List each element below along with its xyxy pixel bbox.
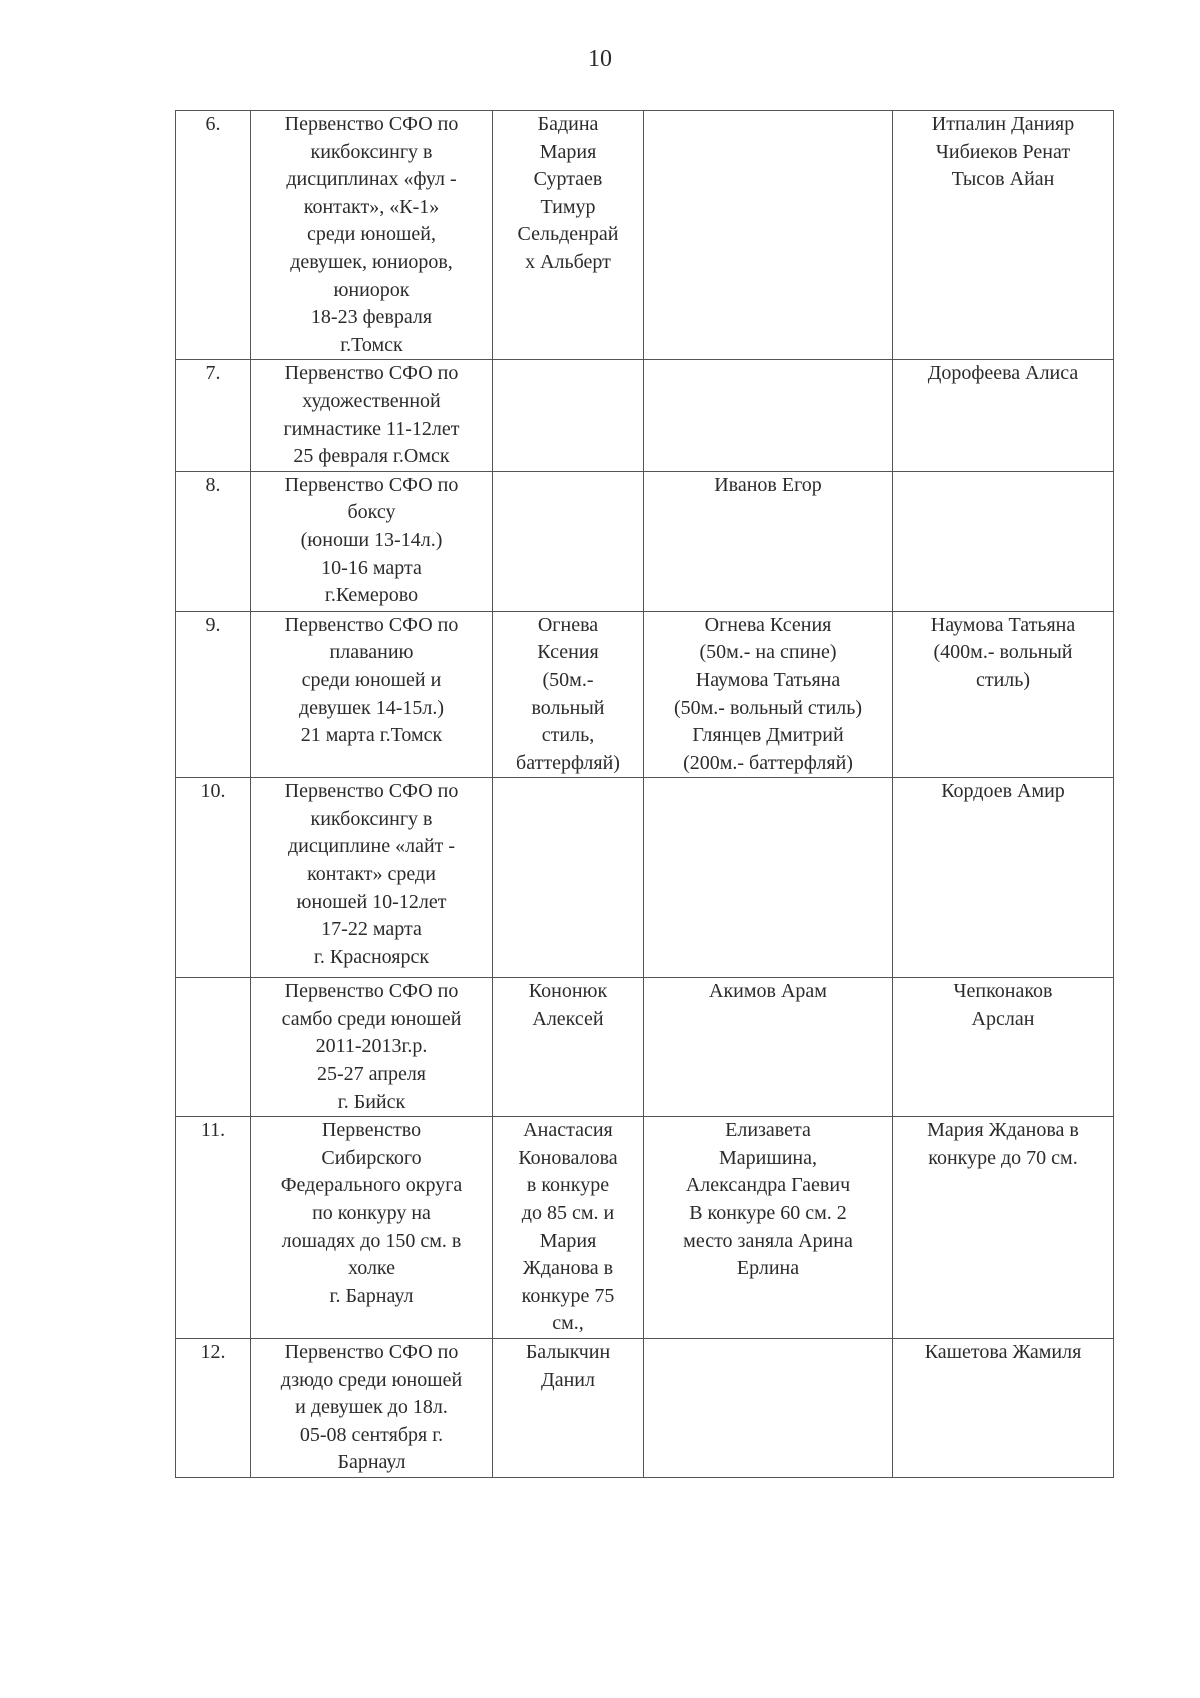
event-cell xyxy=(251,471,493,611)
table-row xyxy=(176,471,1114,611)
table-row xyxy=(176,778,1114,978)
event-line: Первенство СФО по xyxy=(284,113,459,135)
event-line: контакт», «К-1» xyxy=(303,195,440,218)
event-cell xyxy=(251,978,493,1117)
event-line: девушек, юниоров, xyxy=(290,250,453,273)
second-place-line: В конкуре 60 см. 2 xyxy=(689,1202,847,1225)
first-place-line: Тимур xyxy=(540,195,596,218)
first-place-cell xyxy=(493,1339,644,1478)
table-row xyxy=(176,360,1114,471)
third-place-cell xyxy=(893,611,1114,778)
event-line: самбо среди юношей xyxy=(281,1007,462,1030)
table-row xyxy=(176,1117,1114,1339)
second-place-cell xyxy=(644,1339,893,1478)
third-place-line: Мария Жданова в xyxy=(927,1119,1079,1142)
event-line: и девушек до 18л. xyxy=(295,1396,448,1419)
event-line: по конкуру на xyxy=(312,1202,431,1225)
third-place-line: Тысов Айан xyxy=(951,168,1055,191)
third-place-cell xyxy=(893,978,1114,1117)
second-place-line: (50м.- на спине) xyxy=(699,641,837,664)
row-number-cell: 8. xyxy=(176,471,251,611)
first-place-cell xyxy=(493,778,644,978)
event-line: художественной xyxy=(302,389,441,412)
second-place-line: Акимов Арам xyxy=(709,980,827,1003)
event-line: дзюдо среди юношей xyxy=(280,1368,463,1391)
second-place-line: Елизавета xyxy=(725,1119,811,1142)
first-place-cell xyxy=(493,471,644,611)
third-place-line: конкуре до 70 см. xyxy=(928,1146,1078,1169)
first-place-line: см., xyxy=(552,1312,584,1335)
first-place-line: Жданова в xyxy=(522,1257,614,1280)
first-place-line: Коновалова xyxy=(518,1146,618,1169)
first-place-line: Анастасия xyxy=(523,1119,613,1142)
third-place-line: (400м.- вольный xyxy=(933,641,1073,664)
results-table xyxy=(175,110,1114,1478)
page-number: 10 xyxy=(588,46,612,72)
first-place-line: баттерфляй) xyxy=(516,751,620,774)
event-line: Первенство СФО по xyxy=(284,362,459,385)
second-place-line: (50м.- вольный стиль) xyxy=(673,696,863,719)
first-place-line: Суртаев xyxy=(533,168,603,191)
row-number-cell xyxy=(176,978,251,1117)
third-place-line: стиль) xyxy=(975,668,1031,691)
event-line: 05-08 сентября г. xyxy=(299,1423,444,1446)
event-line: Первенство xyxy=(321,1119,422,1142)
event-line: 2011-2013г.р. xyxy=(315,1035,428,1058)
first-place-cell xyxy=(493,978,644,1117)
first-place-line: Данил xyxy=(541,1368,595,1391)
row-number-cell: 6. xyxy=(176,111,251,360)
event-line: Барнаул xyxy=(337,1451,406,1474)
second-place-cell xyxy=(644,111,893,360)
event-line: боксу xyxy=(347,501,396,524)
row-number-cell: 12. xyxy=(176,1339,251,1478)
first-place-cell xyxy=(493,360,644,471)
third-place-line: Кордоев Амир xyxy=(941,780,1065,803)
third-place-line: Наумова Татьяна xyxy=(930,613,1076,636)
event-line: юношей 10-12лет xyxy=(296,890,447,913)
second-place-line: Александра Гаевич xyxy=(685,1174,851,1197)
first-place-line: Мария xyxy=(539,140,597,163)
first-place-line: Мария xyxy=(539,1229,597,1252)
first-place-line: х Альберт xyxy=(525,250,611,273)
second-place-line: Глянцев Дмитрий xyxy=(692,724,844,747)
event-line: Первенство СФО по xyxy=(284,613,459,636)
second-place-line: (200м.- баттерфляй) xyxy=(683,751,853,774)
event-line: г. Бийск xyxy=(337,1090,406,1113)
first-place-line: Ксения xyxy=(537,641,599,664)
event-line: 17-22 марта xyxy=(321,918,422,941)
third-place-line: Чепконаков xyxy=(953,980,1053,1003)
table-row xyxy=(176,111,1114,360)
first-place-cell xyxy=(493,1117,644,1339)
third-place-cell xyxy=(893,111,1114,360)
first-place-line: Сельденрай xyxy=(517,223,619,246)
event-line: Первенство СФО по xyxy=(284,780,459,803)
event-line: Первенство СФО по xyxy=(284,1341,459,1363)
third-place-cell xyxy=(893,471,1114,611)
table-row xyxy=(176,978,1114,1117)
second-place-line: место заняла Арина xyxy=(683,1229,853,1252)
second-place-line: Огнева Ксения xyxy=(704,613,832,636)
second-place-cell xyxy=(644,978,893,1117)
event-cell xyxy=(251,1339,493,1478)
third-place-cell xyxy=(893,1117,1114,1339)
second-place-line: Иванов Егор xyxy=(714,473,822,496)
event-cell xyxy=(251,611,493,778)
event-line: 25 февраля г.Омск xyxy=(293,445,450,468)
first-place-line: Бадина xyxy=(537,113,599,135)
third-place-line: Дорофеева Алиса xyxy=(927,362,1079,385)
event-line: 10-16 марта xyxy=(321,556,422,579)
third-place-cell xyxy=(893,1339,1114,1478)
row-number-cell: 7. xyxy=(176,360,251,471)
event-line: девушек 14-15л.) xyxy=(298,696,445,719)
event-line: среди юношей и xyxy=(301,668,442,691)
row-number-cell: 9. xyxy=(176,611,251,778)
event-line: (юноши 13-14л.) xyxy=(300,528,443,551)
event-line: 21 марта г.Томск xyxy=(300,724,443,747)
event-line: холке xyxy=(347,1257,396,1280)
first-place-line: стиль, xyxy=(541,724,595,747)
event-cell xyxy=(251,360,493,471)
table-row xyxy=(176,1339,1114,1478)
event-line: Первенство СФО по xyxy=(284,980,459,1003)
event-line: г. Барнаул xyxy=(329,1284,414,1307)
first-place-line: (50м.- xyxy=(542,668,594,691)
event-line: гимнастике 11-12лет xyxy=(283,417,460,440)
row-number-cell: 11. xyxy=(176,1117,251,1339)
second-place-cell xyxy=(644,611,893,778)
first-place-line: Кононюк xyxy=(528,980,608,1003)
first-place-line: вольный xyxy=(531,696,605,719)
first-place-cell xyxy=(493,111,644,360)
second-place-line: Ерлина xyxy=(736,1257,800,1280)
event-line: контакт» среди xyxy=(307,863,436,886)
event-line: Первенство СФО по xyxy=(284,473,459,496)
results-table-body xyxy=(176,111,1114,1478)
second-place-line: Наумова Татьяна xyxy=(695,668,841,691)
event-line: г.Томск xyxy=(340,333,403,356)
event-line: Федерального округа xyxy=(280,1174,463,1197)
first-place-line: в конкуре xyxy=(526,1174,610,1197)
event-cell xyxy=(251,1117,493,1339)
second-place-line: Маришина, xyxy=(718,1146,818,1169)
event-line: дисциплинах «фул - xyxy=(286,168,457,191)
third-place-line: Кашетова Жамиля xyxy=(924,1341,1082,1363)
third-place-cell xyxy=(893,778,1114,978)
second-place-cell xyxy=(644,778,893,978)
event-line: Сибирского xyxy=(321,1146,422,1169)
first-place-line: конкуре 75 xyxy=(521,1284,615,1307)
event-line: плаванию xyxy=(329,641,414,664)
event-line: г. Красноярск xyxy=(313,945,430,968)
event-line: г.Кемерово xyxy=(324,584,419,607)
row-number-cell: 10. xyxy=(176,778,251,978)
event-line: кикбоксингу в xyxy=(310,807,433,830)
first-place-line: Балыкчин xyxy=(525,1341,611,1363)
third-place-cell xyxy=(893,360,1114,471)
event-cell xyxy=(251,111,493,360)
first-place-cell xyxy=(493,611,644,778)
first-place-line: Огнева xyxy=(537,613,599,636)
event-cell xyxy=(251,778,493,978)
event-line: среди юношей, xyxy=(307,223,436,246)
third-place-line: Арслан xyxy=(971,1007,1035,1030)
third-place-line: Итпалин Данияр xyxy=(931,113,1075,135)
event-line: 25-27 апреля xyxy=(316,1063,427,1086)
third-place-line: Чибиеков Ренат xyxy=(935,140,1071,163)
event-line: юниорок xyxy=(333,278,410,301)
second-place-cell xyxy=(644,360,893,471)
second-place-cell xyxy=(644,471,893,611)
event-line: 18-23 февраля xyxy=(310,306,433,329)
event-line: дисциплине «лайт - xyxy=(287,835,456,858)
first-place-line: Алексей xyxy=(532,1007,604,1030)
table-row xyxy=(176,611,1114,778)
second-place-cell xyxy=(644,1117,893,1339)
event-line: кикбоксингу в xyxy=(310,140,433,163)
first-place-line: до 85 см. и xyxy=(521,1202,615,1225)
event-line: лошадях до 150 см. в xyxy=(281,1229,462,1252)
